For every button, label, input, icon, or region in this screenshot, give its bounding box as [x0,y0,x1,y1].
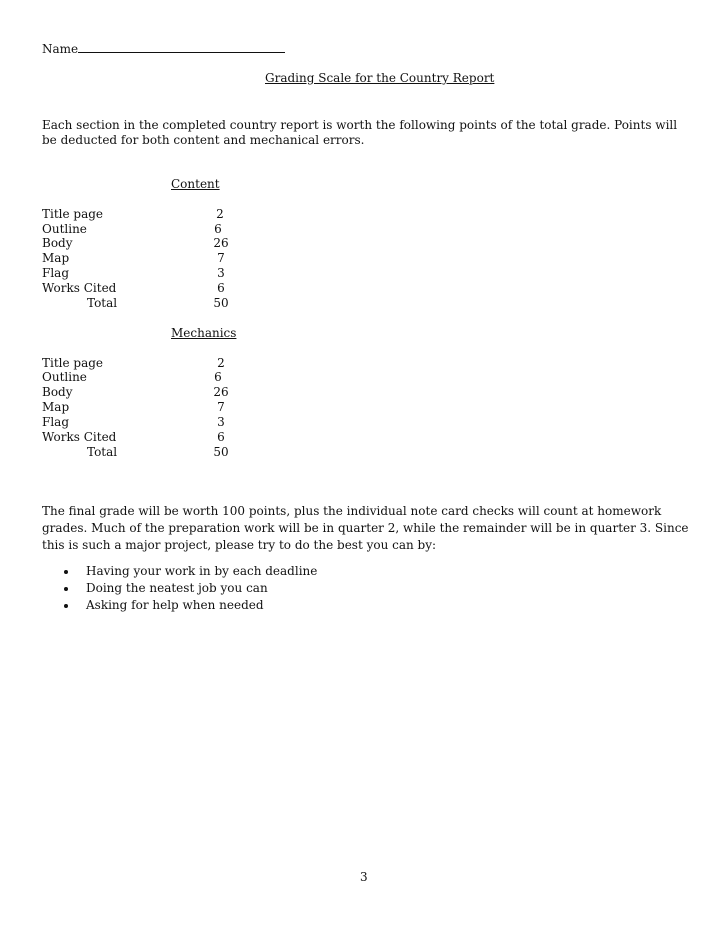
content-row-title-page [42,207,302,222]
row-points: 6 [217,430,225,444]
tip-text: Asking for help when needed [86,598,264,612]
page-title: Grading Scale for the Country Report [265,71,495,85]
closing-paragraph: The final grade will be worth 100 points, plus the individual note card checks will count at homework grades. Much of the preparation work will be in quarter 2, while the remainder will be in quarter 3. Since this is such a major project, please try to do the best you can by: [42,504,689,552]
content-heading: Content [171,177,220,191]
content-row-total [42,296,302,311]
name-blank-line [78,42,285,53]
content-row-flag [42,266,302,281]
list-item [42,580,317,597]
row-label: Title page [42,356,104,370]
content-row-works-cited [42,281,302,296]
mechanics-row-outline [42,370,302,385]
row-points: 2 [217,356,225,370]
name-field [42,42,285,56]
content-row-outline [42,222,302,237]
mechanics-row-flag [42,415,302,430]
row-points: 6 [217,281,225,295]
row-points: 3 [217,266,225,280]
bullet-icon [64,587,68,591]
row-label: Total [87,445,118,459]
bullet-icon [64,604,68,608]
row-label: Works Cited [42,281,117,295]
tips-list [42,563,317,614]
tip-text: Having your work in by each deadline [86,564,318,578]
mechanics-row-works-cited [42,430,302,445]
mechanics-heading: Mechanics [171,326,237,340]
list-item [42,597,317,614]
name-label: Name [42,42,79,56]
mechanics-row-total [42,445,302,460]
row-label: Outline [42,222,87,236]
row-points: 3 [217,415,225,429]
row-label: Outline [42,370,87,384]
mechanics-row-map [42,400,302,415]
row-points: 6 [214,222,222,236]
row-label: Body [42,236,73,250]
row-points: 6 [214,370,222,384]
page-number: 3 [360,870,368,884]
bullet-icon [64,570,68,574]
content-row-body [42,236,302,251]
row-points: 50 [213,445,229,459]
mechanics-row-title-page [42,356,302,371]
row-points: 26 [213,385,229,399]
row-label: Total [87,296,118,310]
row-label: Map [42,251,70,265]
row-points: 7 [217,251,225,265]
row-points: 7 [217,400,225,414]
tip-text: Doing the neatest job you can [86,581,268,595]
row-label: Title page [42,207,104,221]
row-label: Works Cited [42,430,117,444]
row-points: 50 [213,296,229,310]
row-label: Flag [42,415,69,429]
list-item [42,563,317,580]
row-label: Body [42,385,73,399]
mechanics-row-body [42,385,302,400]
intro-paragraph: Each section in the completed country report is worth the following points of the total grade. Points will be deducted for both content and mechanical errors. [42,118,678,147]
row-points: 2 [216,207,224,221]
row-label: Map [42,400,70,414]
row-points: 26 [213,236,229,250]
content-row-map [42,251,302,266]
row-label: Flag [42,266,69,280]
